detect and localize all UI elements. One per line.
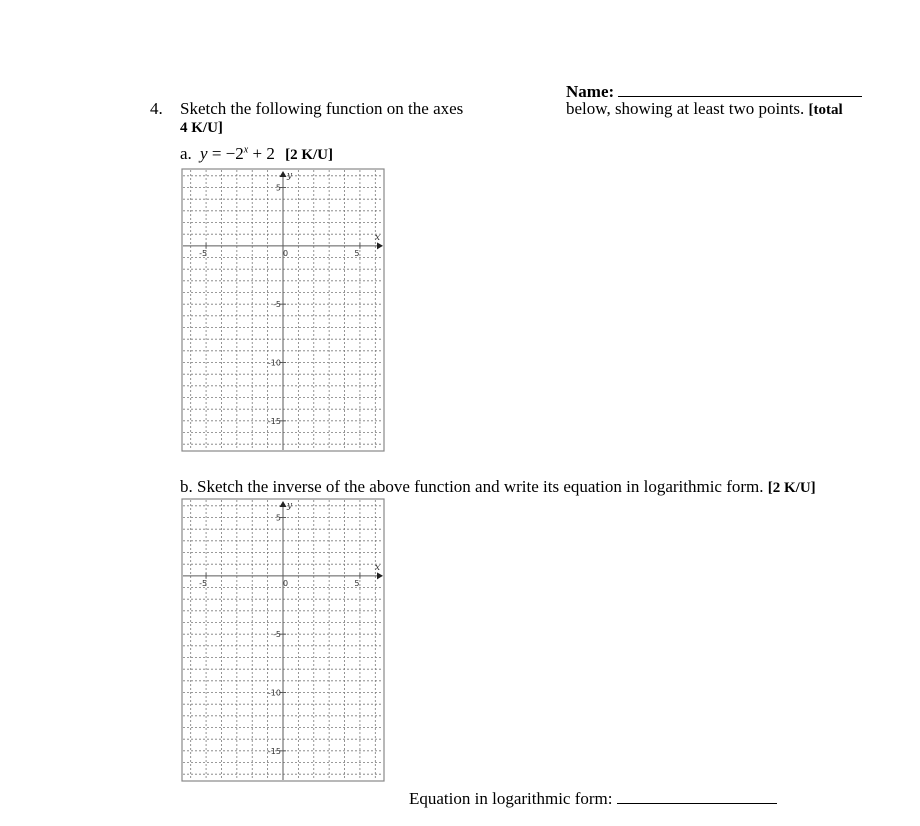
graph-b-x-tick-label: 5 (354, 578, 360, 588)
graph-a-x-axis-label: x (375, 232, 381, 243)
equation-label: Equation in logarithmic form: (409, 789, 613, 808)
graph-b-x-tick-label: 0 (283, 578, 289, 588)
part-a-eq-rest: = −2 (207, 144, 244, 163)
graph-a-y-axis-label: y (287, 171, 293, 181)
graph-a-y-tick-label: -5 (273, 300, 281, 310)
graph-b-y-axis-label: y (287, 501, 293, 511)
part-a-eq-tail: + 2 (248, 144, 275, 163)
graph-a-y-tick-label: -10 (267, 358, 281, 368)
graph-b-y-tick-label: 5 (275, 513, 281, 523)
equation-blank[interactable] (617, 785, 777, 804)
graph-b-x-axis-label: x (375, 562, 381, 573)
name-label: Name: (566, 78, 862, 102)
graph-b-x-tick-label: -5 (199, 578, 208, 588)
part-b-text: b. Sketch the inverse of the above function and write its equation in logarithmic form. (180, 477, 764, 496)
total-marks-label: [total (808, 102, 843, 118)
graph-a-svg[interactable] (181, 168, 385, 452)
graph-a-x-tick-label: 0 (283, 248, 289, 258)
total-marks-value: 4 K/U] (180, 120, 223, 136)
graph-a-y-tick-label: -15 (267, 416, 281, 426)
question-text-right-body: below, showing at least two points. (566, 99, 805, 118)
graph-a-y-tick-label: 5 (275, 183, 281, 193)
part-a-letter: a. (180, 144, 192, 163)
graph-b-y-tick-label: -15 (267, 746, 281, 756)
graph-b[interactable] (181, 498, 385, 782)
question-number: 4. (150, 99, 163, 118)
graph-a[interactable] (181, 168, 385, 452)
graph-a-x-tick-label: -5 (199, 248, 208, 258)
graph-b-y-tick-label: -10 (267, 688, 281, 698)
graph-b-svg[interactable] (181, 498, 385, 782)
part-b-marks: [2 K/U] (767, 480, 816, 496)
part-a-marks: [2 K/U] (285, 147, 333, 163)
equation-answer (409, 785, 777, 809)
graph-a-x-tick-label: 5 (354, 248, 360, 258)
part-a-eq-exponent: x (243, 144, 249, 156)
question-text-right (566, 99, 843, 119)
question-text-left: Sketch the following function on the axes (180, 99, 464, 118)
graph-b-y-tick-label: -5 (273, 630, 281, 640)
part-a-eq-y: y (200, 144, 208, 163)
part-b-question (180, 477, 816, 497)
name-blank[interactable] (618, 78, 862, 97)
part-a-equation (180, 144, 333, 164)
